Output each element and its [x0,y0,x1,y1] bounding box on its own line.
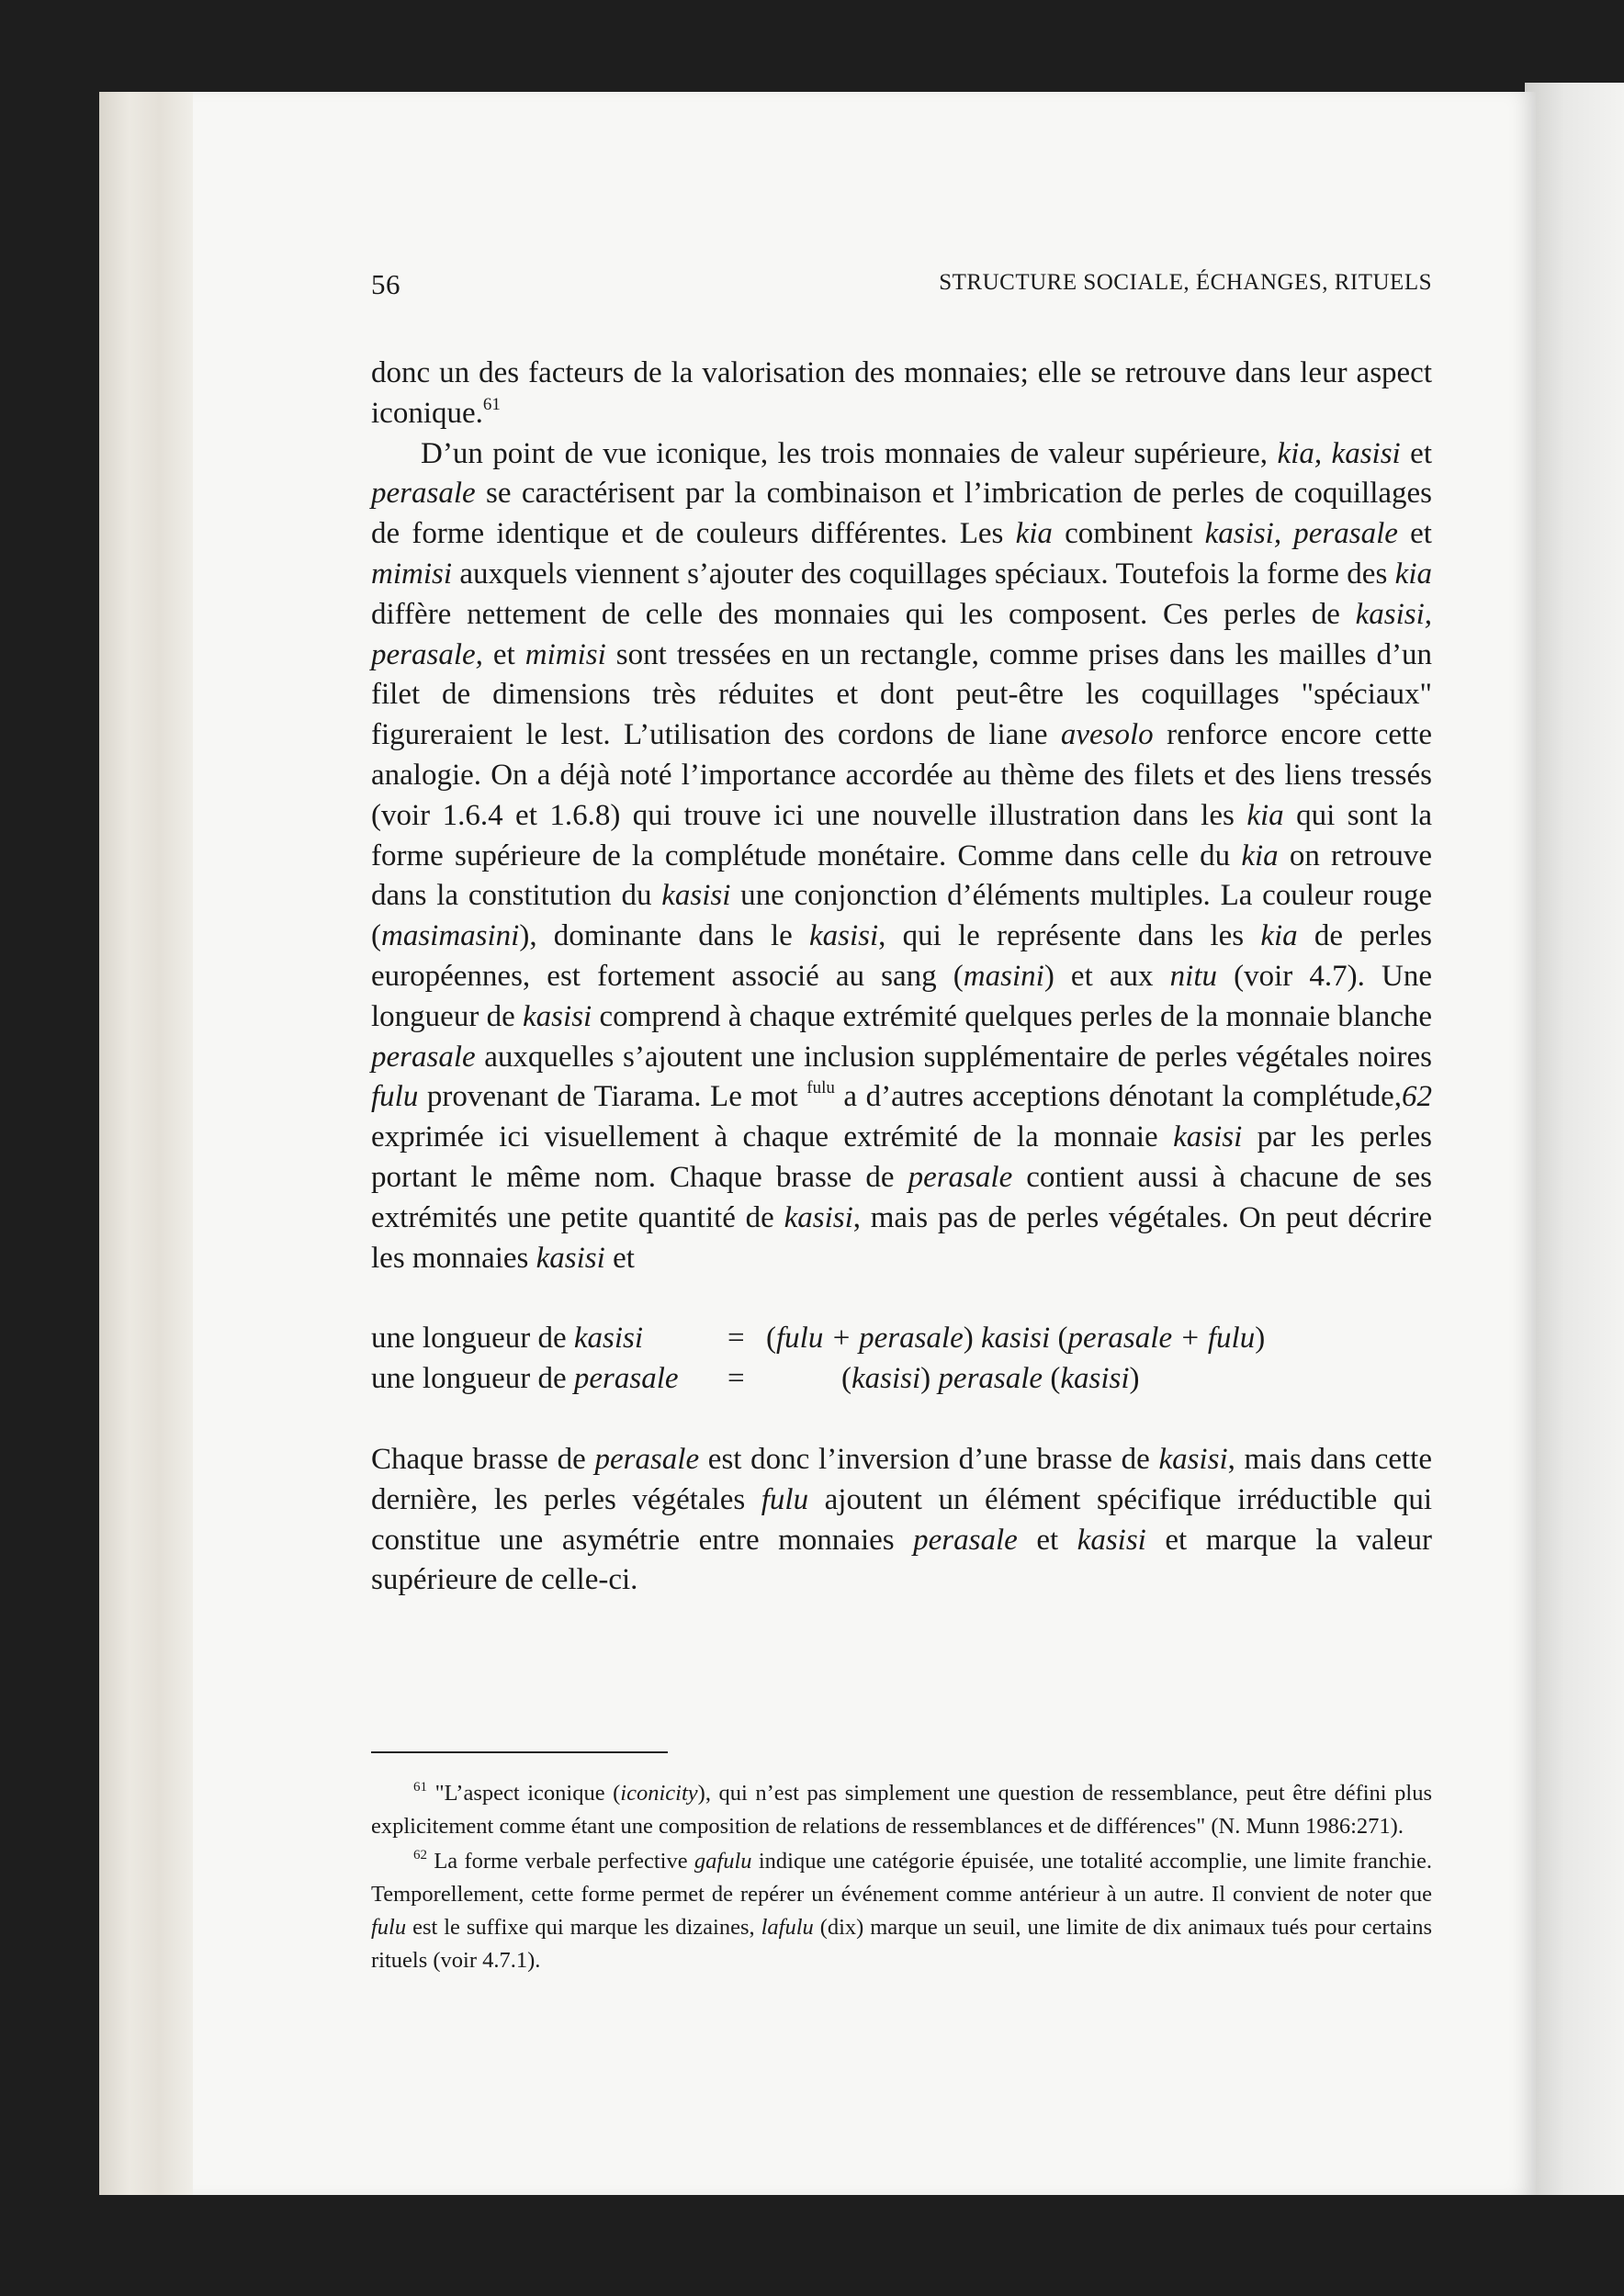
text-fragment: et [1017,1523,1077,1557]
footnote-61 [371,1777,1432,1843]
italic-term: fulu + perasale [776,1322,964,1356]
text-fragment: diffère nettement de celle des monnaies qui les composent. Ces perles de [371,597,1356,631]
text-fragment: de perles européennes, est fortement associé au sang ( [371,919,1432,993]
italic-term: kasisi [981,1322,1051,1356]
italic-term: kasisi, perasale, [371,597,1432,671]
text-fragment: ( [841,1362,851,1396]
text-fragment: sont tressées en un rectangle, comme prises dans les mailles d’un filet de dimensions très réduites et dont peut-être les coquillages "spéciaux" figureraient le lest. L’utilisation des cordons de liane [371,637,1432,752]
italic-term: kasisi [536,1241,605,1275]
footnote-ref-62[interactable]: fulu [806,1078,835,1098]
italic-term: kasisi [809,919,879,953]
italic-term: kasisi [1060,1362,1130,1396]
italic-term: mimisi [524,637,606,671]
italic-term: perasale [594,1442,700,1476]
italic-term: kia [1015,517,1053,551]
text-fragment: ( [1043,1362,1061,1396]
italic-term: kasisi [1173,1120,1243,1154]
italic-term: iconicity [620,1781,698,1806]
text-fragment: une longueur de [371,1362,574,1396]
text-fragment: Chaque brasse de [371,1442,595,1476]
italic-term: kasisi [661,879,731,913]
text-fragment: , mais pas de perles végétales. On peut décrire les monnaies [371,1200,1432,1275]
text-fragment: (voir 4.7). Une longueur de [371,959,1432,1033]
italic-term: kia [1246,798,1284,832]
italic-term: fulu [371,1915,407,1940]
text-fragment: ) [1255,1322,1266,1356]
text-fragment: ), qui n’est pas simplement une question de ressemblance, peut être défini plus explicitement comme étant une composition de relations de ressemblances et de différences" (N. Munn 1986:271). [371,1781,1433,1839]
text-fragment: est donc l’inversion d’une brasse de [699,1442,1159,1476]
text-fragment: et [1397,517,1432,551]
footnote-62 [371,1845,1432,1977]
text-fragment: ) et aux [1043,959,1170,993]
text-fragment: comprend à chaque extrémité quelques perles de la monnaie blanche [592,999,1432,1033]
text-fragment: (dix) marque un seuil, une limite de dix animaux tués pour certains rituels (voir 4.7.1). [371,1915,1432,1973]
italic-term: kasisi [1158,1442,1228,1476]
paragraph-2 [371,434,1432,1279]
italic-term: perasale + fulu [1067,1322,1256,1356]
footnote-ref-61[interactable]: 61 [482,394,501,414]
text-fragment: est le suffixe qui marque les dizaines, [406,1915,761,1940]
italic-term: perasale [371,1040,476,1074]
text-fragment: provenant de Tiarama. Le mot [418,1080,807,1114]
text-fragment: et marque la valeur supérieure de celle-ci. [371,1523,1432,1597]
text-fragment: contient aussi à chacune de ses extrémités une petite quantité de [371,1160,1432,1234]
italic-term: nitu [1169,959,1217,993]
italic-term: perasale [371,477,476,511]
paragraph-1 [371,354,1432,434]
italic-term: perasale [938,1362,1043,1396]
text-fragment: donc un des facteurs de la valorisation des monnaies; elle se retrouve dans leur aspect iconique. [371,356,1432,430]
italic-term: kasisi [851,1362,921,1396]
italic-term: gafulu [694,1849,752,1874]
italic-term: mimisi [371,557,453,591]
footnote-number: 62 [413,1848,427,1863]
formula-block [371,1319,1432,1400]
italic-term: masimasini [381,919,520,953]
italic-term: kia [1260,919,1298,953]
text-fragment: ajoutent un élément spécifique irréductible qui constitue une asymétrie entre monnaies [371,1482,1432,1557]
text-fragment: D’un point de vue iconique, les trois monnaies de valeur supérieure, [421,436,1278,470]
text-fragment: La forme verbale perfective [434,1849,694,1874]
italic-term: masini [963,959,1044,993]
text-fragment: , qui le représente dans les [878,919,1261,953]
text-fragment: une conjonction d’éléments multiples. La couleur rouge ( [371,879,1433,953]
text-fragment: ( [1050,1322,1068,1356]
chapter-title: STRUCTURE SOCIALE, ÉCHANGES, RITUELS [939,270,1432,295]
italic-term: perasale [908,1160,1013,1194]
text-fragment: et [1400,436,1432,470]
text-fragment: , mais dans cette dernière, les perles végétales [371,1442,1433,1516]
text-fragment: "L’aspect iconique ( [434,1781,621,1806]
text-fragment: et [604,1241,635,1275]
text-fragment: se caractérisent par la combinaison et l’imbrication de perles de coquillages de forme identique et de couleurs différentes. Les [371,477,1432,551]
text-fragment: exprimée ici visuellement à chaque extrémité de la monnaie [371,1120,1174,1154]
paragraph-3 [371,1440,1432,1601]
italic-term: kasisi [573,1322,644,1356]
text-fragment: renforce encore cette analogie. On a déjà noté l’importance accordée au thème des filets et des liens tressés (voir 1.6.4 et 1.6.8) qui trouve ici une nouvelle illustration dans les [371,718,1433,832]
footnotes [371,1777,1432,1979]
italic-term: kasisi [523,999,592,1033]
italic-term: perasale [913,1523,1018,1557]
text-fragment: ( [766,1322,776,1356]
formula-row-perasale [371,1359,1432,1400]
text-fragment: ), dominante dans le [519,919,809,953]
text-fragment: une longueur de [371,1322,574,1356]
book-edge-right [1525,83,1624,2195]
italic-term: fulu [371,1080,419,1114]
italic-term: kasisi, perasale [1204,517,1398,551]
italic-term: perasale [573,1362,679,1396]
footnote-separator [371,1751,668,1753]
text-fragment: a d’autres acceptions dénotant la complétude, [834,1080,1402,1114]
italic-term: kia [1394,557,1432,591]
text-fragment: = [727,1322,745,1356]
italic-term: fulu [761,1482,809,1516]
page-number: 56 [371,268,400,300]
italic-term: kia, kasisi [1277,436,1401,470]
italic-term: lafulu [761,1915,814,1940]
text-fragment: = [727,1362,745,1396]
italic-term: 62 [1402,1080,1432,1114]
text-fragment: ) [963,1322,982,1356]
text-fragment: ) [1129,1362,1140,1396]
text-fragment: auxquels viennent s’ajouter des coquillages spéciaux. Toutefois la forme des [452,557,1395,591]
text-fragment: indique une catégorie épuisée, une totalité accomplie, une limite franchie. Temporellement, cette forme permet de repérer un événement comme antérieur à un autre. Il convient de noter que [371,1849,1432,1907]
text-fragment: auxquelles s’ajoutent une inclusion supplémentaire de perles végétales noires [475,1040,1432,1074]
text-fragment: et [482,637,525,671]
footnote-number: 61 [413,1780,427,1795]
italic-term: kasisi [784,1200,853,1234]
italic-term: kasisi [1077,1523,1146,1557]
formula-row-kasisi [371,1319,1432,1359]
text-fragment: ) [920,1362,939,1396]
italic-term: kia [1241,838,1279,872]
text-fragment: on retrouve dans la constitution du [371,838,1432,913]
italic-term: avesolo [1060,718,1154,752]
book-edge-left [99,92,200,2195]
text-fragment: qui sont la forme supérieure de la complétude monétaire. Comme dans celle du [371,798,1433,872]
text-fragment: combinent [1052,517,1205,551]
text-fragment: par les perles portant le même nom. Chaque brasse de [371,1120,1432,1194]
body-text [371,354,1432,1601]
